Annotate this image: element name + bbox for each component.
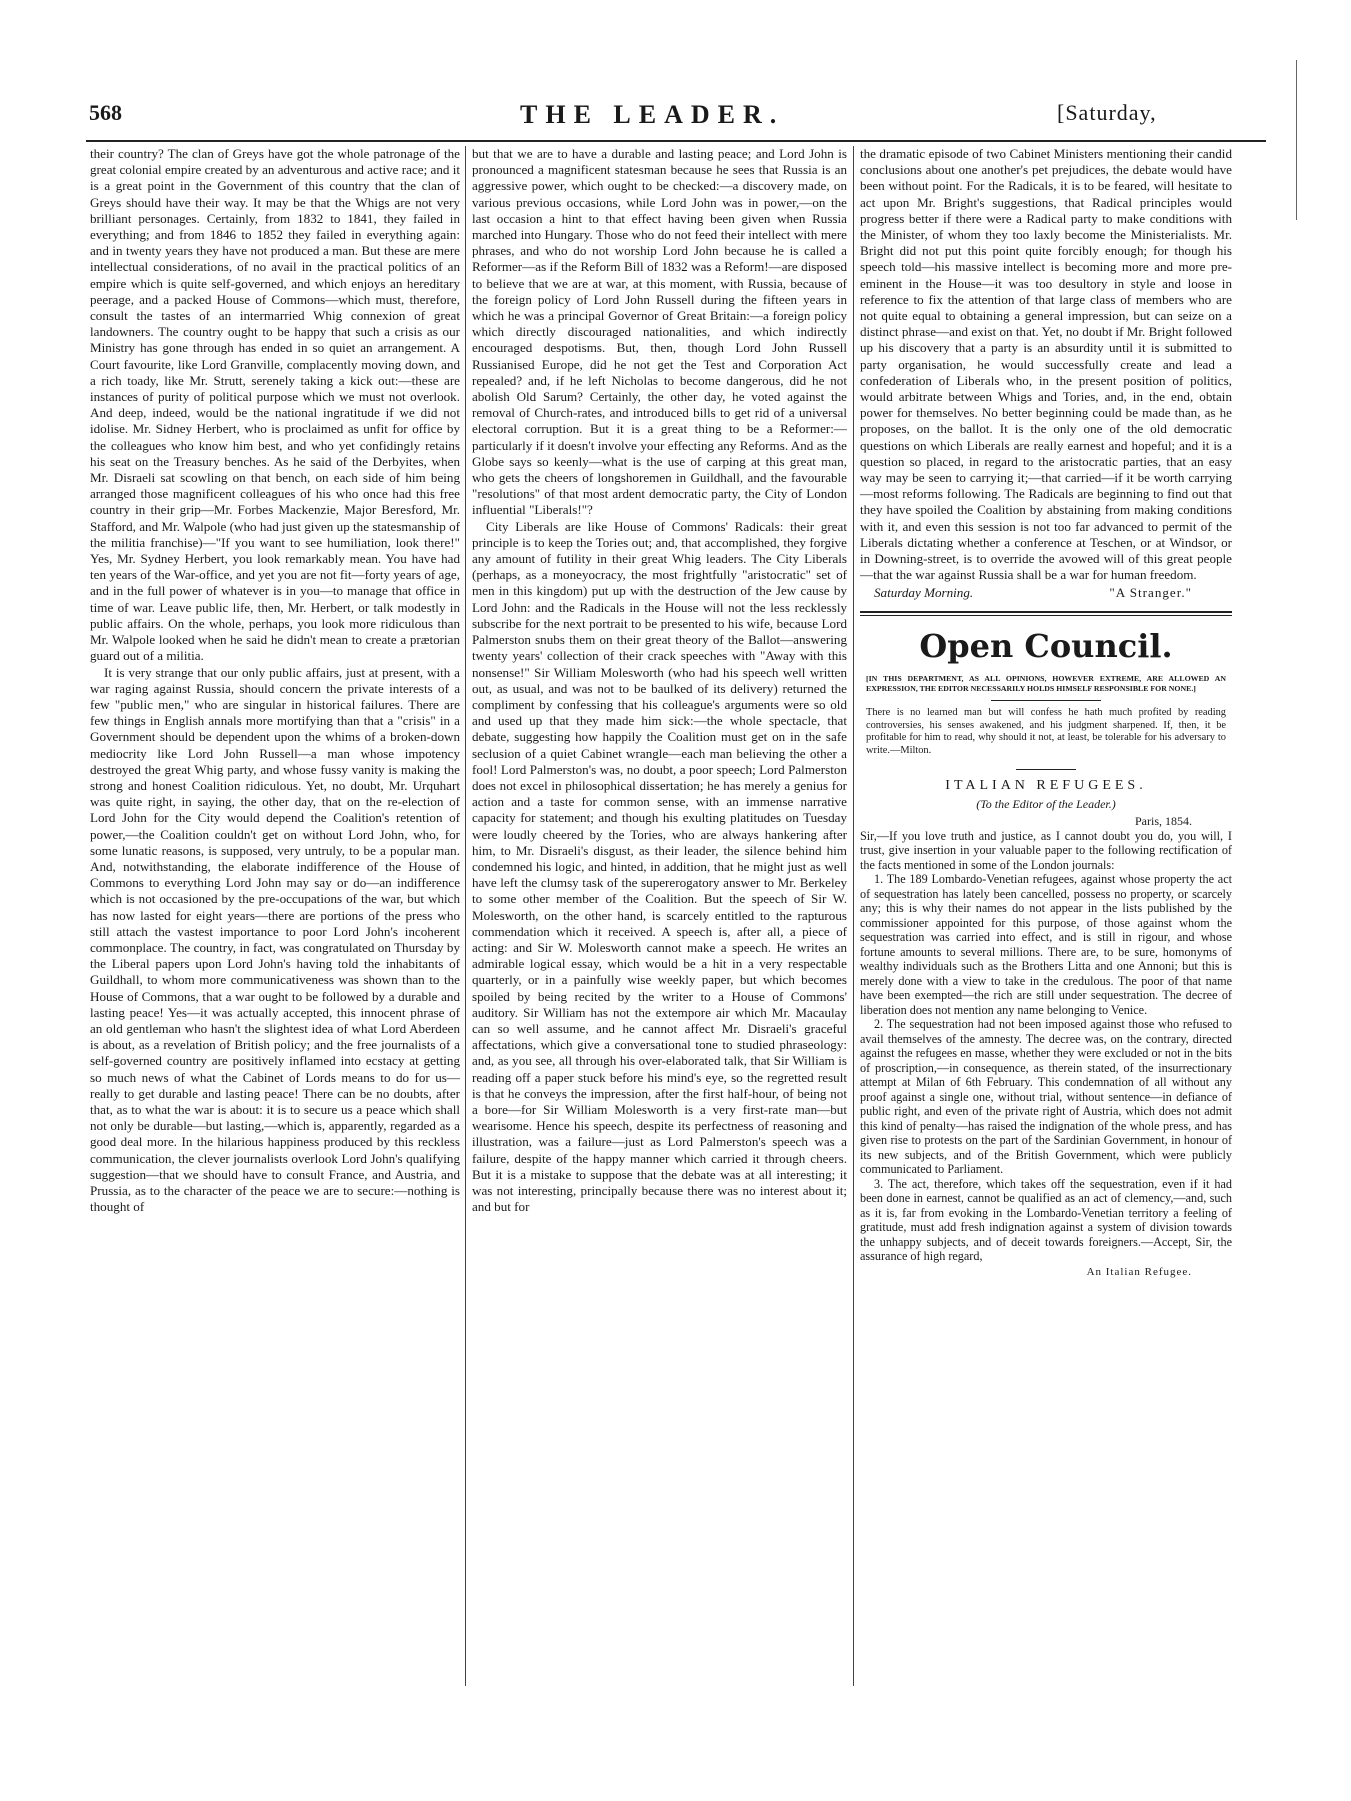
article-paragraph: It is very strange that our only public affairs, just at present, with a war raging against Russia, should concern the private interests of a few "public men," who are singular in historical failures. There are few things in English annals more mortifying than that a "crisis" in a Government should be dependent upon the whims of a broken-down mediocrity like Lord John Russell—a man whose impotency destroyed the great Whig party, and whose fussy vanity is making the strong and honest Coalition ridiculous. Yet, no doubt, Mr. Urquhart was quite right, in saying, the other day, that on the re-election of Lord John for the City would depend the Coalition's retention of power,—the Coalition couldn't get on without Lord John, who, for some lunatic reasons, is supposed, very untruly, to be a popular man. And, notwithstanding, the elaborate indifference of the House of Commons to everything Lord John may say or do—an indifference which is not occasioned by the pre-occupations of the war, but which has now lasted for eight years—there are portions of the press who still attach the vastest importance to poor Lord John's incoherent commonplace. The country, in fact, was congratulated on Thursday by the Liberal papers upon Lord John's having told the inhabitants of Guildhall, to whom more communicativeness was shown than to the House of Commons, that a war ought to be followed by a durable and lasting peace! Yes—it was actually accepted, this innocent phrase of an old gentleman who hasn't the slightest idea of what Lord Aberdeen is about, as a revelation of British policy; and the free journalists of a self-governed country are positively inflamed into ecstacy at getting so much news of what the Cabinet of Lords means to do for us—really to get durable and lasting peace! There can be no doubts, after that, as to what the war is about: it is to secure us a peace which shall not only be durable—but lasting,—which is, apparently, regarded as a good deal more. In the hilarious happiness produced by this reckless communication, the clever journalists overlook Lord John's qualifying suggestion—that we should have to consult France, and Austria, and Prussia, as to the character of the peace we are to secure:—nothing is thought of <box>90 664 460 1215</box>
epigraph-quote: There is no learned man but will confess he hath much profited by reading controversies, his senses awakened, and his judgment sharpened. If, then, it be profitable for him to read, why should it not, at least, be tolerable for his adversary to write.—Milton. <box>866 707 1226 756</box>
article-paragraph: the dramatic episode of two Cabinet Ministers mentioning their candid conclusions about one another's pet prejudices, the debate would have been without point. For the Radicals, it is to be feared, will hesitate to act upon Mr. Bright's suggestions, that Radical principles would progress better if there were a Radical party to make conditions with the Minister, of whom they too laxly become the Ministerialists. Mr. Bright did not put this point quite forcibly enough; for though his speech told—his massive intellect is becoming more and more pre-eminent in the House—it was too desultory in style and loose in reference to fix the attention of that large class of members who are not quite equal to obtaining a general impression, but can seize on a distinct phrase—and exist on that. Yet, no doubt if Mr. Bright followed up his discovery that a party is an absurdity until it is submitted to party organisation, he would successfully create and lead a confederation of Liberals who, in the present position of politics, would arbitrate between Whigs and Tories, and, in the end, obtain power for themselves. No better beginning could be made than, as he proposes, on the ballot. It is the only one of the old democratic questions on which Liberals are really earnest and hopeful; and it is a question so placed, in regard to the aristocratic parties, that an easy way may be seen to carrying it;—that carried—if it be worth carrying—most reforms following. The Radicals are beginning to find out that they have spoiled the Coalition by abstaining from making conditions with it, and even this session is not too far advanced to permit of the Liberals dictating whether a conference at Teschen, or at Windsor, or in Downing-street, is to override the avowed will of this great people—that the war against Russia shall be a war for human freedom. <box>860 146 1232 583</box>
letter-paragraph: 2. The sequestration had not been imposed against those who refused to avail themselves of the amnesty. The decree was, on the contrary, directed against the refugees en masse, whether they were excluded or not in the bits of proscription,—in consequence, as therein stated, of the insurrectionary attempt at Milan of 6th February. This condemnation of all without any proof against a single one, without trial, without sentence—in defiance of public right, and even of the private right of Austria, which does not admit this kind of penalty—has raised the indignation of the whole press, and has given rise to protests on the part of the Sardinian Government, in honour of its new subjects, and of the British Government, which were publicly communicated to Parliament. <box>860 1017 1232 1177</box>
masthead: THE LEADER. <box>520 100 785 129</box>
letter-paragraph: 1. The 189 Lombardo-Venetian refugees, against whose property the act of sequestration has lately been cancelled, possess no property, or scarcely any; this is why their names do not appear in the lists published by the commissioner appointed for this purpose, of those against whom the sequestration was carried into effect, and is still in rigour, and whose fortune amounts to several millions. There are, to be sure, homonyms of wealthy individuals such as the Brothers Litta and one Annoni; but this is merely done with a view to take in the credulous. The poor of that name have been exempted—the rich are still under sequestration. The decree of liberation does not mention any name belonging to Venice. <box>860 872 1232 1017</box>
page-edge-line <box>1296 60 1297 220</box>
letter-paragraph: 3. The act, therefore, which takes off the sequestration, even if it had been done in earnest, cannot be qualified as an act of clemency,—and, such as it is, far from evoking in the Lombardo-Venetian territory a feeling of gratitude, must add fresh indignation against a system of division towards the unhappy subjects, and of deceit towards foreigners.—Accept, Sir, the assurance of high regard, <box>860 1176 1232 1264</box>
letter-paragraph: Sir,—If you love truth and justice, as I cannot doubt you do, you will, I trust, give insertion in your valuable paper to the following rectification of the facts mentioned in some of the London journals: <box>860 828 1232 872</box>
page-number: 568 <box>89 100 122 125</box>
column-divider <box>465 146 466 1686</box>
article-signoff <box>860 585 1232 603</box>
header-rule <box>86 140 1266 142</box>
article-paragraph: City Liberals are like House of Commons' Radicals: their great principle is to keep the Tories out; and, that accomplished, they forgive any amount of futility in their great Whig leaders. The City Liberals (perhaps, as a moneyocracy, the most frightfully "aristocratic" set of men in this kingdom) put up with the destruction of the Jew cause by Lord John: and the Radicals in the House will not the less recklessly subscribe for the next portrait to be presented to his wife, because Lord Palmerston snubs them on their great theory of the Ballot—answering twenty years' collection of their crack speeches with "Away with this nonsense!" Sir William Molesworth (who had his speech well written out, as usual, and was not to be baulked of its delivery) returned the compliment by confessing that his colleague's arguments were so old and used up that they made him sick:—the whole spectacle, that debate, suggesting how happily the Coalition must get on in the safe seclusion of a quiet Cabinet wrangle—each man believing the other a fool! Lord Palmerston's was, no doubt, a poor speech; Lord Palmerston does not excel in philosophical dissertation; he has merely a genius for action and a taste for common sense, with an immense narrative capacity for statement; and though his exulting platitudes on Tuesday were loudly cheered by the Tories, who are always hankering after him, to Mr. Disraeli's disgust, as their leader, the silence behind him condemned his logic, and hinted, in addition, that he might just as well have left the clumsy task of the supererogatory answer to Mr. Berkeley to some other member of the Coalition. But the speech of Sir W. Molesworth, on the other hand, is scarcely entitled to the rapturous commendation which it received. A speech is, after all, a piece of acting: and Sir W. Molesworth cannot make a speech. He writes an admirable logical essay, which would be a hit in a very respectable quarterly, or in a painfully wise weekly paper, but which becomes spoiled by being recited by the writer to a House of Commons' auditory. Sir William has not the extempore air which Mr. Macaulay can so well assume, and he cannot affect Mr. Disraeli's graceful affectations, which give a conversational tone to studied phraseology: and, as you see, all through his over-elaborated talk, that Sir William is reading off a paper stuck before his mind's eye, so the regretted result is that he conveys the impression, after the first half-hour, of being not a bore—for Sir William Molesworth is a very first-rate man—but wearisome. Hence his speech, despite its perfectness of reasoning and illustration, was a failure—just as Lord Palmerston's speech was a failure, despite of the happy manner which carried it through cheers. But it is a mistake to suppose that the debate was at all interesting; it was not interesting, principally because there was no interest about it; and but for <box>472 518 847 1215</box>
letter-dateline: Paris, 1854. <box>1135 813 1192 828</box>
editorial-note: [IN THIS DEPARTMENT, AS ALL OPINIONS, HOWEVER EXTREME, ARE ALLOWED AN EXPRESSION, THE EDITOR NECESSARILY HOLDS HIMSELF RESPONSIBLE FOR NONE.] <box>866 674 1226 694</box>
issue-day: [Saturday, <box>1057 100 1157 125</box>
column-1 <box>90 146 460 1215</box>
letter-heading: ITALIAN REFUGEES. <box>945 778 1147 794</box>
note-rule <box>991 700 1101 701</box>
signoff-time: Saturday Morning. <box>874 585 974 601</box>
letter-body <box>860 829 1232 1264</box>
article-paragraph: but that we are to have a durable and lasting peace; and Lord John is pronounced a magnificent statesman because he sees that Russia is an aggressive power, which ought to be checked:—a discovery made, on various previous occasions, while Lord John was in power,—on the last occasion a hint to that effect having been given when Russia marched into Hungary. Those who do not feed their intellect with mere phrases, and who do not worship Lord John because he is called a Reformer—as if the Reform Bill of 1832 was a Reform!—are disposed to believe that we are at war, at this moment, with Russia, because of the foreign policy of Lord John Russell during the fifteen years in which he was a principal Governor of Great Britain:—a foreign policy which directly discouraged nationalities, and which indirectly encouraged despotisms. But, then, though Lord John Russell Russianised Europe, did he not get the Test and Corporation Act repealed? and, if he left Nicholas to become dangerous, did he not abolish Old Sarum? Certainly, the other day, he voted against the removal of Church-rates, and introduced bills to get rid of a universal electoral corruption. But it is a great thing to be a Reformer:—particularly if it doesn't involve your effecting any Reforms. And as the Globe says so keenly—what is the use of carping at this great man, who gets the cheers of longshoremen in Guildhall, and the favourable "resolutions" of that most ardent democratic party, the City of London influential "Liberals!"? <box>472 146 847 518</box>
column-divider <box>853 146 854 1686</box>
article-paragraph: their country? The clan of Greys have got the whole patronage of the great colonial empire created by an adventurous and active race; and it is a great point in the Government of this country that the clan of Greys should have their way. It may be that the Whigs are not very brilliant personages. Certainly, from 1832 to 1841, they failed in everything; and from 1846 to 1852 they failed in everything again: and in twenty years they have not produced a man. But these are mere intellectual considerations, of no avail in the practical politics of an empire which is quite self-governed, and which enjoys an hereditary peerage, and a packed House of Commons—which must, therefore, consult the tastes of an intermarried Whig connexion of great landowners. The country ought to be happy that such a crisis as our Ministry has gone through has ended in so quiet an arrangement. A Court favourite, like Lord Granville, complacently moving down, and a rich toady, like Mr. Strutt, serenely taking a kick out:—these are instances of purity of political purpose which we must not overlook. And deep, indeed, would be the national ingratitude if we did not idolise. Mr. Sidney Herbert, who is proclaimed as unfit for office by the colleagues who know him best, and who yet confidingly retains his seat on the Treasury benches. As he said of the Derbyites, when Mr. Disraeli sat scowling on that bench, on each side of him being arranged those magnificent colleagues of his who once had this free country in their grip—Mr. Forbes Mackenzie, Major Beresford, Mr. Stafford, and Mr. Walpole (who had just given up the statesmanship of the militia franchise)—"If you want to see humiliation, look there!" Yes, Mr. Sydney Herbert, you look remarkably mean. You have had ten years of the War-office, and yet you are not fit—forty years of age, and in the full power of whatever is in you—to manage that office in time of war. Leave public life, then, Mr. Herbert, or talk modestly in public affairs. On the whole, perhaps, you look more ridiculous than Mr. Walpole looked when he said he didn't mean to create a prætorian guard out of a militia. <box>90 146 460 664</box>
section-rule <box>860 615 1232 616</box>
section-rule <box>860 611 1232 613</box>
column-2 <box>472 146 847 1215</box>
letter-subheading: (To the Editor of the Leader.) <box>976 797 1116 812</box>
signoff-author: "A Stranger." <box>1109 585 1192 601</box>
section-title: Open Council. <box>919 627 1173 666</box>
letter-signature: An Italian Refugee. <box>1086 1265 1192 1278</box>
column-3 <box>860 146 1232 1280</box>
short-rule <box>1016 769 1076 770</box>
